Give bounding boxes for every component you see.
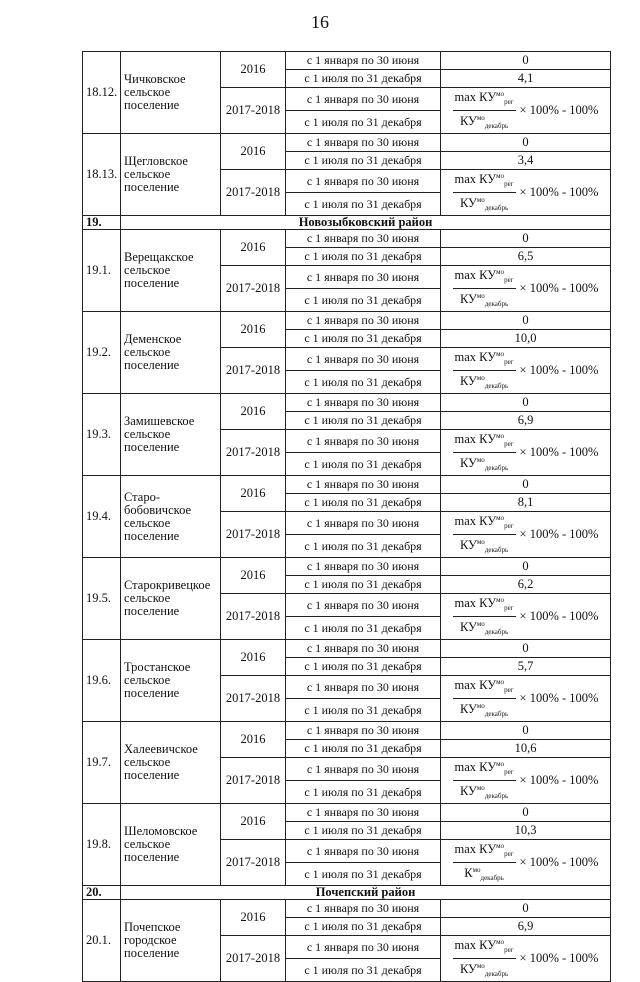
settlement-name: Шеломовское сельское поселение [121,804,221,886]
value-cell: 5,7 [441,658,611,676]
row-number: 19.5. [83,558,121,640]
formula [444,170,607,215]
formula-num-sub: рег [504,98,514,106]
formula [444,758,607,803]
page-number: 16 [311,12,329,32]
formula-denominator [458,453,510,475]
period-cell: с 1 января по 30 июня [286,266,441,289]
formula-numerator [453,676,516,699]
value-cell: 4,1 [441,70,611,88]
period-cell: с 1 июля по 31 декабря [286,863,441,886]
formula [444,594,607,639]
year-cell: 2017-2018 [221,758,286,804]
year-cell: 2017-2018 [221,676,286,722]
formula-tail: × 100% - 100% [519,855,599,869]
value-cell: 0 [441,640,611,658]
section-row [83,216,611,230]
row-number: 19.6. [83,640,121,722]
value-cell: 0 [441,134,611,152]
formula-num-sup: мо [496,350,505,358]
formula-num-sub: рег [504,180,514,188]
formula-fraction [453,512,516,557]
formula-den-sup: мо [476,962,485,970]
settlement-name: Халеевичское сельское поселение [121,722,221,804]
formula-den-sup: мо [476,702,485,710]
formula-cell [441,758,611,804]
value-cell: 0 [441,394,611,412]
row-number: 18.13. [83,134,121,216]
row-number: 19.1. [83,230,121,312]
period-cell: с 1 июля по 31 декабря [286,152,441,170]
formula-fraction [453,594,516,639]
formula-den-sub: декабрь [484,382,509,390]
formula-num-sup: мо [496,760,505,768]
formula-den-main: КУ [459,784,477,798]
formula-denominator [458,781,510,803]
formula-numerator [453,512,516,535]
formula-tail: × 100% - 100% [519,185,599,199]
formula-numerator [453,594,516,617]
formula-tail: × 100% - 100% [519,363,599,377]
value-cell: 0 [441,804,611,822]
formula [444,430,607,475]
table-row [83,230,611,248]
value-cell: 0 [441,900,611,918]
formula-den-sub: декабрь [484,300,509,308]
table-row [83,476,611,494]
value-cell: 0 [441,722,611,740]
period-cell: с 1 июля по 31 декабря [286,289,441,312]
formula-den-main: КУ [459,962,477,976]
year-cell: 2017-2018 [221,594,286,640]
formula-cell [441,936,611,982]
period-cell: с 1 июля по 31 декабря [286,330,441,348]
formula-den-sub: декабрь [484,792,509,800]
value-cell: 10,3 [441,822,611,840]
formula-den-sup: мо [476,620,485,628]
formula-tail: × 100% - 100% [519,281,599,295]
value-cell: 0 [441,312,611,330]
settlement-name: Старо-бобовичское сельское поселение [121,476,221,558]
value-cell: 6,5 [441,248,611,266]
formula-cell [441,840,611,886]
formula-num-main: max КУ [454,268,497,282]
formula-den-sup: мо [476,196,485,204]
formula-den-sup: мо [476,374,485,382]
formula-den-sub: декабрь [484,204,509,212]
period-cell: с 1 января по 30 июня [286,900,441,918]
formula-num-sub: рег [504,440,514,448]
year-cell: 2017-2018 [221,266,286,312]
formula [444,348,607,393]
formula-denominator [458,111,510,133]
period-cell: с 1 июля по 31 декабря [286,371,441,394]
value-cell: 0 [441,52,611,70]
settlement-name: Замишевское сельское поселение [121,394,221,476]
formula-den-main: КУ [459,374,477,388]
value-cell: 6,2 [441,576,611,594]
table-row [83,722,611,740]
table-row [83,558,611,576]
period-cell: с 1 января по 30 июня [286,348,441,371]
formula-cell [441,170,611,216]
formula-num-sup: мо [496,90,505,98]
settlement-name: Верещакское сельское поселение [121,230,221,312]
period-cell: с 1 июля по 31 декабря [286,959,441,982]
formula-den-main: КУ [459,456,477,470]
formula-denominator [458,535,510,557]
formula-fraction [453,430,516,475]
formula-num-sup: мо [496,432,505,440]
formula-denominator [458,371,510,393]
formula-den-main: КУ [459,196,477,210]
formula-numerator [453,348,516,371]
year-cell: 2016 [221,230,286,266]
period-cell: с 1 июля по 31 декабря [286,617,441,640]
formula-den-sup: мо [476,784,485,792]
formula-den-sub: декабрь [480,874,504,882]
formula-denominator [458,959,510,981]
formula-den-sub: декабрь [484,122,509,130]
period-cell: с 1 июля по 31 декабря [286,494,441,512]
formula-tail: × 100% - 100% [519,445,599,459]
formula-tail: × 100% - 100% [519,103,599,117]
period-cell: с 1 января по 30 июня [286,476,441,494]
formula-fraction [453,840,516,885]
period-cell: с 1 июля по 31 декабря [286,412,441,430]
value-cell: 0 [441,230,611,248]
settlement-name: Тростанское сельское поселение [121,640,221,722]
formula-num-sub: рег [504,358,514,366]
formula-cell [441,594,611,640]
year-cell: 2016 [221,476,286,512]
period-cell: с 1 января по 30 июня [286,170,441,193]
table-row [83,312,611,330]
settlement-name: Чичковское сельское поселение [121,52,221,134]
formula-num-main: max КУ [454,172,497,186]
period-cell: с 1 июля по 31 декабря [286,822,441,840]
formula-tail: × 100% - 100% [519,951,599,965]
year-cell: 2016 [221,900,286,936]
period-cell: с 1 января по 30 июня [286,722,441,740]
year-cell: 2017-2018 [221,348,286,394]
formula-den-main: КУ [459,538,477,552]
formula-numerator [453,936,516,959]
value-cell: 6,9 [441,918,611,936]
period-cell: с 1 июля по 31 декабря [286,193,441,216]
formula-numerator [453,758,516,781]
value-cell: 10,6 [441,740,611,758]
table-row [83,134,611,152]
year-cell: 2016 [221,722,286,758]
period-cell: с 1 июля по 31 декабря [286,918,441,936]
period-cell: с 1 июля по 31 декабря [286,70,441,88]
period-cell: с 1 января по 30 июня [286,594,441,617]
period-cell: с 1 января по 30 июня [286,134,441,152]
formula [444,936,607,981]
formula-cell [441,348,611,394]
formula-num-main: max КУ [454,842,497,856]
row-number: 19.7. [83,722,121,804]
formula [444,676,607,721]
formula-cell [441,430,611,476]
year-cell: 2017-2018 [221,88,286,134]
value-cell: 3,4 [441,152,611,170]
year-cell: 2017-2018 [221,512,286,558]
formula-fraction [453,676,516,721]
formula-den-sup: мо [476,292,485,300]
year-cell: 2017-2018 [221,170,286,216]
formula-fraction [453,88,516,133]
formula-tail: × 100% - 100% [519,691,599,705]
year-cell: 2017-2018 [221,840,286,886]
row-number: 19.3. [83,394,121,476]
period-cell: с 1 января по 30 июня [286,52,441,70]
table-row [83,804,611,822]
formula-denominator [458,617,510,639]
formula-numerator [453,170,516,193]
formula-fraction [453,758,516,803]
formula-den-sup: мо [476,538,485,546]
period-cell: с 1 января по 30 июня [286,804,441,822]
period-cell: с 1 января по 30 июня [286,430,441,453]
formula-tail: × 100% - 100% [519,527,599,541]
formula-num-main: max КУ [454,514,497,528]
formula-numerator [453,840,516,863]
formula [444,88,607,133]
value-cell: 10,0 [441,330,611,348]
formula-denominator [458,289,510,311]
formula-num-sub: рег [504,522,514,530]
period-cell: с 1 января по 30 июня [286,676,441,699]
year-cell: 2016 [221,394,286,430]
formula-den-sub: декабрь [484,710,509,718]
formula-num-sup: мо [496,172,505,180]
settlement-name: Старокривецкое сельское поселение [121,558,221,640]
row-number: 19.8. [83,804,121,886]
formula-num-main: max КУ [454,432,497,446]
period-cell: с 1 января по 30 июня [286,758,441,781]
period-cell: с 1 января по 30 июня [286,936,441,959]
period-cell: с 1 января по 30 июня [286,88,441,111]
formula-num-sup: мо [496,514,505,522]
formula-den-main: КУ [459,702,477,716]
formula-denominator [458,193,510,215]
table-row [83,394,611,412]
formula-num-sub: рег [504,946,514,954]
formula-num-main: max КУ [454,678,497,692]
year-cell: 2016 [221,804,286,840]
formula-tail: × 100% - 100% [519,773,599,787]
period-cell: с 1 июля по 31 декабря [286,535,441,558]
formula-fraction [453,348,516,393]
formula-den-sub: декабрь [484,464,509,472]
formula-num-sub: рег [504,686,514,694]
settlement-name: Деменское сельское поселение [121,312,221,394]
formula-cell [441,512,611,558]
value-cell: 8,1 [441,494,611,512]
formula-fraction [453,936,516,981]
formula-den-sup: мо [472,866,481,874]
period-cell: с 1 июля по 31 декабря [286,576,441,594]
formula-cell [441,676,611,722]
section-title: Новозыбковский район [121,216,611,230]
formula-num-main: max КУ [454,350,497,364]
value-cell: 0 [441,558,611,576]
year-cell: 2017-2018 [221,936,286,982]
formula-numerator [453,430,516,453]
formula-den-main: КУ [459,114,477,128]
table-row [83,900,611,918]
formula-num-main: max КУ [454,90,497,104]
settlement-name: Почепское городское поселение [121,900,221,982]
row-number: 18.12. [83,52,121,134]
period-cell: с 1 июля по 31 декабря [286,248,441,266]
formula [444,512,607,557]
formula-num-sub: рег [504,604,514,612]
formula-den-main: К [464,866,473,880]
formula-num-sub: рег [504,768,514,776]
row-number: 20.1. [83,900,121,982]
formula-denominator [458,699,510,721]
period-cell: с 1 января по 30 июня [286,558,441,576]
year-cell: 2016 [221,134,286,170]
value-cell: 6,9 [441,412,611,430]
formula-fraction [453,266,516,311]
formula-cell [441,266,611,312]
formula-num-sup: мо [496,938,505,946]
formula-num-sub: рег [504,276,514,284]
formula-den-sub: декабрь [484,628,509,636]
formula-cell [441,88,611,134]
section-row [83,886,611,900]
table-row [83,52,611,70]
period-cell: с 1 июля по 31 декабря [286,699,441,722]
formula-den-main: КУ [459,620,477,634]
row-number: 19.2. [83,312,121,394]
formula-tail: × 100% - 100% [519,609,599,623]
formula-numerator [453,266,516,289]
formula-num-sup: мо [496,268,505,276]
formula-num-sub: рег [504,850,514,858]
tariff-table-body [83,52,611,982]
period-cell: с 1 июля по 31 декабря [286,453,441,476]
formula-den-main: КУ [459,292,477,306]
period-cell: с 1 января по 30 июня [286,640,441,658]
year-cell: 2016 [221,558,286,594]
year-cell: 2016 [221,312,286,348]
period-cell: с 1 января по 30 июня [286,230,441,248]
year-cell: 2016 [221,640,286,676]
section-number: 19. [83,216,121,230]
formula [444,266,607,311]
period-cell: с 1 января по 30 июня [286,840,441,863]
year-cell: 2017-2018 [221,430,286,476]
formula [444,840,607,885]
period-cell: с 1 июля по 31 декабря [286,740,441,758]
tariff-table [82,51,611,982]
formula-den-sup: мо [476,456,485,464]
formula-fraction [453,170,516,215]
value-cell: 0 [441,476,611,494]
formula-num-main: max КУ [454,596,497,610]
period-cell: с 1 июля по 31 декабря [286,658,441,676]
formula-num-sup: мо [496,842,505,850]
formula-numerator [453,88,516,111]
formula-denominator [462,863,506,885]
formula-num-sup: мо [496,596,505,604]
formula-num-main: max КУ [454,938,497,952]
formula-den-sub: декабрь [484,546,509,554]
formula-den-sup: мо [476,114,485,122]
year-cell: 2016 [221,52,286,88]
period-cell: с 1 января по 30 июня [286,512,441,535]
settlement-name: Щегловское сельское поселение [121,134,221,216]
section-title: Почепский район [121,886,611,900]
formula-num-main: max КУ [454,760,497,774]
formula-num-sup: мо [496,678,505,686]
period-cell: с 1 января по 30 июня [286,394,441,412]
row-number: 19.4. [83,476,121,558]
period-cell: с 1 января по 30 июня [286,312,441,330]
table-row [83,640,611,658]
period-cell: с 1 июля по 31 декабря [286,111,441,134]
section-number: 20. [83,886,121,900]
period-cell: с 1 июля по 31 декабря [286,781,441,804]
formula-den-sub: декабрь [484,970,509,978]
